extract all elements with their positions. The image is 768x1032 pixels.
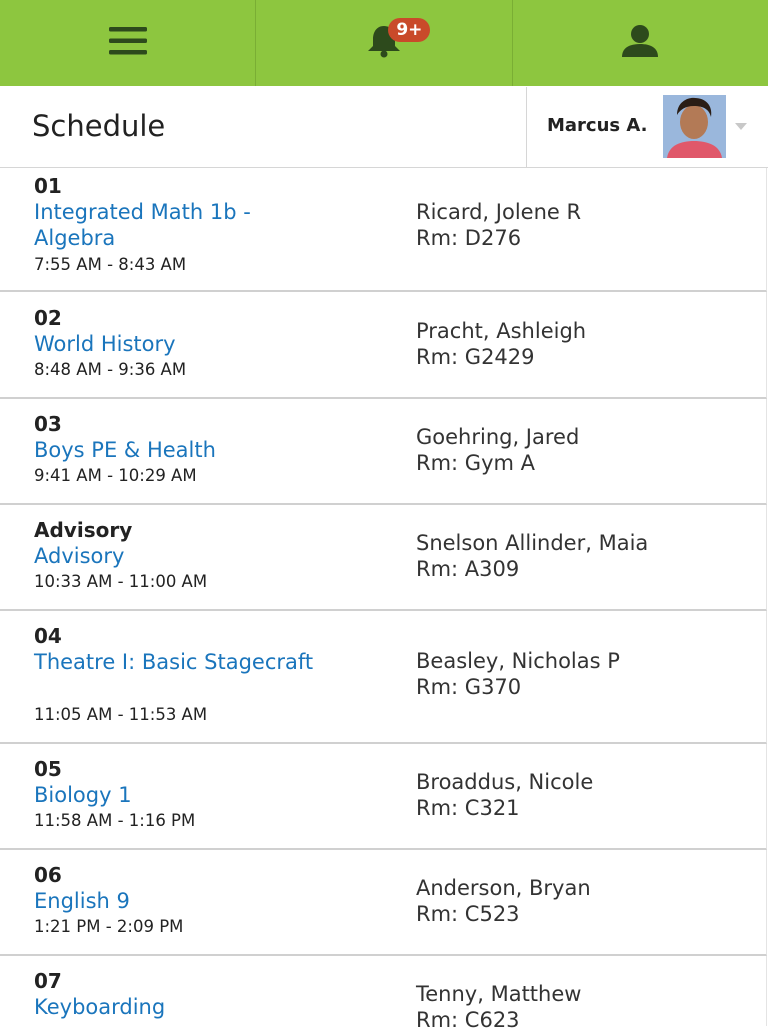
course-link[interactable]: Keyboarding [34, 995, 166, 1019]
period-label: 07 [34, 969, 62, 993]
room-number: Rm: C623 [416, 1008, 520, 1032]
schedule-row [0, 744, 767, 850]
schedule-row [0, 611, 767, 744]
notification-count-badge: 9+ [388, 18, 430, 42]
hamburger-menu-icon [109, 27, 147, 59]
top-navigation-bar [0, 0, 768, 86]
schedule-row [0, 850, 767, 956]
room-number: Rm: A309 [416, 557, 520, 581]
schedule-list [0, 168, 768, 1032]
user-icon [621, 24, 659, 62]
period-label: 06 [34, 863, 62, 887]
period-label: 02 [34, 306, 62, 330]
class-time: 8:48 AM - 9:36 AM [34, 360, 187, 379]
schedule-row [0, 956, 767, 1032]
room-number: Rm: G370 [416, 675, 522, 699]
room-number: Rm: G2429 [416, 345, 535, 369]
course-link[interactable]: Theatre I: Basic Stagecraft [34, 650, 314, 674]
schedule-row [0, 505, 767, 611]
course-link[interactable]: Advisory [34, 544, 125, 568]
room-number: Rm: Gym A [416, 451, 535, 475]
period-label: 01 [34, 174, 62, 198]
student-selector[interactable] [526, 87, 768, 167]
teacher-name: Snelson Allinder, Maia [416, 531, 649, 555]
class-time: 11:05 AM - 11:53 AM [34, 705, 208, 724]
teacher-name: Goehring, Jared [416, 425, 580, 449]
menu-button[interactable] [0, 0, 255, 86]
course-link[interactable]: World History [34, 332, 176, 356]
teacher-name: Pracht, Ashleigh [416, 319, 587, 343]
notifications-button[interactable] [255, 0, 511, 86]
course-link[interactable]: Integrated Math 1b - Algebra [34, 200, 251, 250]
room-number: Rm: C523 [416, 902, 520, 926]
class-time: 11:58 AM - 1:16 PM [34, 811, 196, 830]
course-link[interactable]: English 9 [34, 889, 130, 913]
room-number: Rm: D276 [416, 226, 522, 250]
teacher-name: Broaddus, Nicole [416, 770, 594, 794]
teacher-name: Ricard, Jolene R [416, 200, 582, 224]
page-title: Schedule [32, 109, 166, 143]
profile-button[interactable] [512, 0, 768, 86]
period-label: Advisory [34, 518, 133, 542]
course-link[interactable]: Boys PE & Health [34, 438, 216, 462]
avatar [663, 95, 726, 158]
teacher-name: Beasley, Nicholas P [416, 649, 620, 673]
schedule-row [0, 399, 767, 505]
room-number: Rm: C321 [416, 796, 520, 820]
class-time: 7:55 AM - 8:43 AM [34, 255, 187, 274]
chevron-down-icon [735, 123, 747, 130]
period-label: 05 [34, 757, 62, 781]
class-time: 10:33 AM - 11:00 AM [34, 572, 208, 591]
teacher-name: Anderson, Bryan [416, 876, 591, 900]
student-name: Marcus A. [547, 115, 648, 136]
period-label: 04 [34, 624, 62, 648]
class-time: 9:41 AM - 10:29 AM [34, 466, 197, 485]
teacher-name: Tenny, Matthew [416, 982, 582, 1006]
course-link[interactable]: Biology 1 [34, 783, 132, 807]
period-label: 03 [34, 412, 62, 436]
schedule-row [0, 292, 767, 399]
class-time: 1:21 PM - 2:09 PM [34, 917, 184, 936]
schedule-row [0, 168, 767, 292]
page-header [0, 87, 768, 168]
